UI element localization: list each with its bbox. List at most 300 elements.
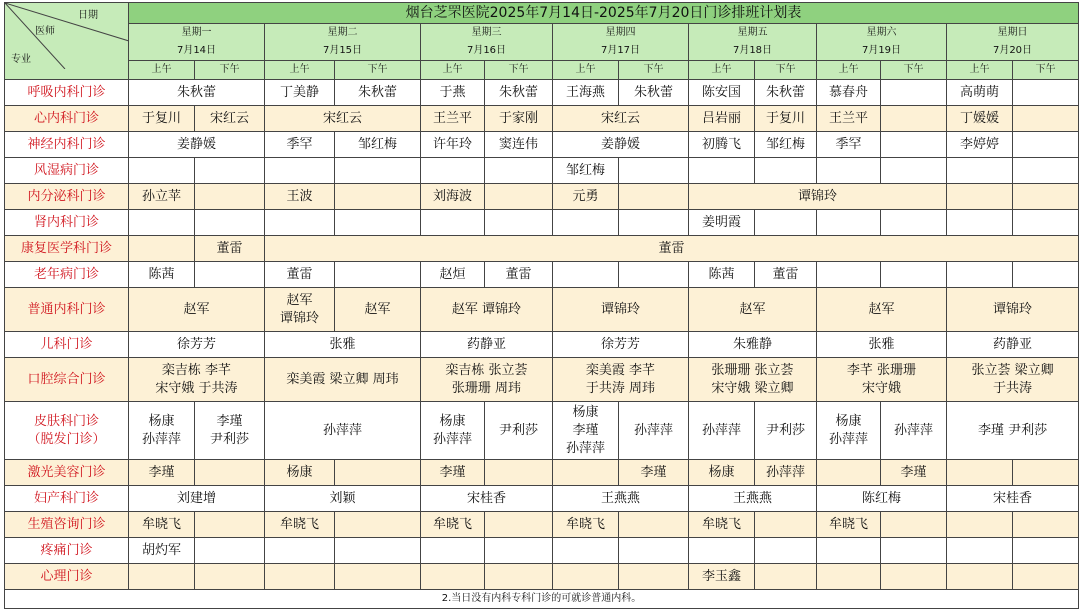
doctor-name: 邹红梅	[357, 136, 397, 152]
schedule-cell	[335, 512, 421, 538]
date-label: 7月16日	[466, 45, 507, 56]
department-row	[5, 538, 1079, 564]
schedule-cell	[689, 132, 755, 158]
doctor-name: 姜静媛	[600, 136, 640, 152]
schedule-cell	[619, 158, 689, 184]
schedule-cell	[755, 512, 817, 538]
doctor-name: 赵烜	[439, 266, 466, 282]
schedule-cell	[881, 210, 947, 236]
doctor-name: 初腾飞	[701, 136, 741, 152]
schedule-cell	[129, 512, 195, 538]
schedule-cell	[689, 106, 755, 132]
schedule-cell	[947, 460, 1013, 486]
schedule-cell	[619, 512, 689, 538]
doctor-name: 于复川	[141, 110, 181, 126]
department-row	[5, 106, 1079, 132]
schedule-cell	[947, 358, 1079, 402]
doctor-name: 徐芳芳	[600, 336, 640, 352]
schedule-cell	[689, 184, 947, 210]
schedule-cell	[485, 512, 553, 538]
schedule-cell	[755, 564, 817, 590]
doctor-name: 刘颖	[329, 490, 356, 506]
schedule-cell	[553, 106, 689, 132]
schedule-cell	[689, 460, 755, 486]
schedule-title: 烟台芝罘医院2025年7月14日-2025年7月20日门诊排班计划表	[129, 3, 1079, 24]
doctor-name: 吕岩丽	[701, 110, 741, 126]
schedule-cell	[421, 512, 485, 538]
schedule-cell	[421, 402, 485, 460]
schedule-cell	[689, 402, 755, 460]
schedule-cell	[265, 402, 421, 460]
schedule-cell	[553, 564, 619, 590]
schedule-cell	[485, 460, 553, 486]
schedule-cell	[619, 402, 689, 460]
doctor-name: 陈茜	[148, 266, 175, 282]
schedule-cell	[689, 262, 755, 288]
department-label: 妇产科门诊	[33, 490, 99, 506]
weekday-label: 星期二	[327, 27, 358, 38]
pm-header: 下午	[335, 61, 421, 80]
schedule-cell	[947, 210, 1013, 236]
doctor-name: 董雷	[216, 240, 243, 256]
schedule-cell	[947, 332, 1079, 358]
doctor-name: 尹利莎	[498, 422, 538, 438]
schedule-cell	[817, 106, 881, 132]
department-row	[5, 564, 1079, 590]
schedule-cell	[129, 486, 265, 512]
schedule-cell	[335, 210, 421, 236]
doctor-name: 朱秋蕾	[176, 84, 216, 100]
schedule-cell	[947, 486, 1079, 512]
doctor-name: 丁美静	[279, 84, 319, 100]
doctor-name: 王燕燕	[600, 490, 640, 506]
department-name	[5, 106, 129, 132]
schedule-cell	[947, 402, 1079, 460]
am-header: 上午	[817, 61, 881, 80]
doctor-name: 朱雅静	[732, 336, 772, 352]
department-row	[5, 210, 1079, 236]
doctor-name: 董雷	[505, 266, 532, 282]
department-row	[5, 262, 1079, 288]
doctor-name: 孙萍萍	[765, 464, 805, 480]
am-header: 上午	[553, 61, 619, 80]
schedule-cell	[421, 288, 553, 332]
doctor-name: 王波	[286, 188, 313, 204]
doctor-name: 谭锦玲	[600, 301, 640, 317]
schedule-cell	[335, 158, 421, 184]
schedule-cell	[689, 358, 817, 402]
schedule-cell	[265, 288, 335, 332]
department-name	[5, 288, 129, 332]
schedule-cell	[817, 262, 881, 288]
doctor-name: 孙萍萍	[893, 422, 933, 438]
doctor-name: 赵军	[364, 301, 391, 317]
schedule-cell	[817, 80, 881, 106]
doctor-name: 赵军	[868, 301, 895, 317]
doctor-name: 孙萍萍	[828, 431, 868, 447]
schedule-cell	[335, 460, 421, 486]
department-row	[5, 288, 1079, 332]
department-row	[5, 184, 1079, 210]
day-header	[947, 24, 1079, 61]
schedule-cell	[195, 158, 265, 184]
doctor-name: 李瑾 尹利莎	[977, 422, 1048, 438]
schedule-cell	[129, 538, 195, 564]
schedule-cell	[817, 132, 881, 158]
schedule-cell	[129, 288, 265, 332]
department-row	[5, 358, 1079, 402]
schedule-cell	[421, 80, 485, 106]
schedule-cell	[881, 538, 947, 564]
doctor-name: 张雅	[329, 336, 356, 352]
schedule-cell	[553, 460, 619, 486]
am-header: 上午	[129, 61, 195, 80]
doctor-name: 许年玲	[432, 136, 472, 152]
doctor-name: 李婷婷	[959, 136, 999, 152]
doctor-name: 胡灼军	[141, 542, 181, 558]
pm-header: 下午	[881, 61, 947, 80]
schedule-cell	[335, 262, 421, 288]
doctor-name: 董雷	[772, 266, 799, 282]
doctor-name: 姜静媛	[176, 136, 216, 152]
schedule-cell	[129, 358, 265, 402]
schedule-cell	[817, 402, 881, 460]
doctor-name: 李芊 张珊珊	[846, 362, 917, 378]
department-label: 康复医学科门诊	[20, 240, 112, 256]
schedule-cell	[947, 564, 1013, 590]
department-label: 呼吸内科门诊	[27, 84, 106, 100]
doctor-name: 栾吉栋 李芊	[161, 362, 232, 378]
schedule-cell	[129, 564, 195, 590]
day-header	[421, 24, 553, 61]
schedule-cell	[485, 210, 553, 236]
doctor-name: 宋桂香	[993, 490, 1033, 506]
doctor-name: 赵军	[183, 301, 210, 317]
schedule-cell	[553, 158, 619, 184]
date-label: 7月20日	[992, 45, 1033, 56]
schedule-cell	[755, 210, 817, 236]
doctor-name: 宋守娥 梁立卿	[711, 380, 794, 396]
schedule-cell	[265, 512, 335, 538]
department-sublabel: （脱发门诊）	[27, 431, 106, 447]
doctor-name: 尹利莎	[765, 422, 805, 438]
schedule-cell	[947, 132, 1013, 158]
schedule-cell	[1013, 460, 1079, 486]
schedule-cell	[265, 132, 335, 158]
schedule-cell	[129, 106, 195, 132]
schedule-cell	[1013, 538, 1079, 564]
department-row	[5, 80, 1079, 106]
doctor-name: 王兰平	[432, 110, 472, 126]
date-label: 7月14日	[176, 45, 217, 56]
schedule-cell	[195, 210, 265, 236]
schedule-cell	[881, 262, 947, 288]
department-label: 生殖咨询门诊	[27, 516, 106, 532]
doctor-name: 王海燕	[565, 84, 605, 100]
doctor-name: 朱秋蕾	[498, 84, 538, 100]
department-name	[5, 358, 129, 402]
schedule-cell	[485, 564, 553, 590]
doctor-name: 张珊珊 张立荟	[711, 362, 794, 378]
doctor-name: 栾吉栋 张立荟	[445, 362, 528, 378]
schedule-cell	[265, 106, 421, 132]
schedule-cell	[947, 158, 1013, 184]
schedule-cell	[195, 262, 265, 288]
doctor-name: 董雷	[286, 266, 313, 282]
doctor-name: 陈茜	[708, 266, 735, 282]
schedule-cell	[421, 158, 485, 184]
doctor-name: 赵军	[739, 301, 766, 317]
doctor-name: 陈红梅	[861, 490, 901, 506]
schedule-cell	[1013, 512, 1079, 538]
schedule-cell	[1013, 132, 1079, 158]
department-name	[5, 262, 129, 288]
schedule-cell	[265, 564, 335, 590]
doctor-name: 谭锦玲	[797, 188, 837, 204]
schedule-cell	[421, 486, 553, 512]
schedule-cell	[817, 512, 881, 538]
schedule-cell	[553, 486, 689, 512]
schedule-cell	[817, 158, 881, 184]
schedule-cell	[265, 538, 335, 564]
schedule-cell	[689, 486, 817, 512]
corner-date-label: 日期	[78, 10, 98, 21]
schedule-cell	[195, 106, 265, 132]
pm-header: 下午	[619, 61, 689, 80]
department-name	[5, 486, 129, 512]
schedule-cell	[553, 210, 619, 236]
weekday-label: 星期三	[471, 27, 502, 38]
schedule-cell	[817, 332, 947, 358]
schedule-cell	[817, 358, 947, 402]
doctor-name: 元勇	[572, 188, 599, 204]
department-row	[5, 132, 1079, 158]
schedule-cell	[553, 184, 619, 210]
department-row	[5, 158, 1079, 184]
schedule-cell	[421, 106, 485, 132]
schedule-cell	[195, 564, 265, 590]
schedule-cell	[881, 564, 947, 590]
schedule-cell	[619, 80, 689, 106]
schedule-cell	[485, 184, 553, 210]
doctor-name: 李玉鑫	[701, 568, 741, 584]
schedule-cell	[619, 262, 689, 288]
schedule-cell	[129, 236, 195, 262]
department-row	[5, 512, 1079, 538]
weekday-label: 星期五	[737, 27, 768, 38]
schedule-cell	[947, 262, 1013, 288]
schedule-cell	[755, 402, 817, 460]
schedule-cell	[485, 158, 553, 184]
schedule-cell	[265, 158, 335, 184]
date-label: 7月15日	[322, 45, 363, 56]
schedule-cell	[421, 460, 485, 486]
schedule-cell	[485, 262, 553, 288]
corner-doctor-label: 医师	[35, 26, 55, 37]
schedule-cell	[817, 486, 947, 512]
department-name	[5, 236, 129, 262]
schedule-cell	[1013, 158, 1079, 184]
doctor-name: 于复川	[765, 110, 805, 126]
department-label: 心理门诊	[40, 568, 93, 584]
doctor-name: 于共涛 周玮	[585, 380, 656, 396]
doctor-name: 杨康	[835, 413, 862, 429]
schedule-cell	[755, 538, 817, 564]
schedule-cell	[129, 184, 195, 210]
day-header	[817, 24, 947, 61]
schedule-cell	[619, 184, 689, 210]
schedule-cell	[129, 262, 195, 288]
schedule-cell	[129, 80, 265, 106]
schedule-cell	[881, 80, 947, 106]
schedule-cell	[421, 132, 485, 158]
date-label: 7月17日	[600, 45, 641, 56]
doctor-name: 高萌萌	[959, 84, 999, 100]
am-header: 上午	[421, 61, 485, 80]
note-row	[5, 590, 1079, 609]
schedule-cell	[689, 210, 755, 236]
schedule-cell	[195, 512, 265, 538]
schedule-cell	[881, 158, 947, 184]
pm-header: 下午	[485, 61, 553, 80]
schedule-cell	[1013, 184, 1079, 210]
schedule-cell	[881, 106, 947, 132]
schedule-table	[4, 2, 1079, 609]
schedule-cell	[1013, 106, 1079, 132]
day-header	[129, 24, 265, 61]
doctor-name: 张珊珊 周玮	[451, 380, 522, 396]
schedule-cell	[553, 132, 689, 158]
schedule-cell	[485, 106, 553, 132]
schedule-cell	[265, 262, 335, 288]
doctor-name: 邹红梅	[565, 162, 605, 178]
doctor-name: 慕春舟	[828, 84, 868, 100]
doctor-name: 孙萍萍	[141, 431, 181, 447]
doctor-name: 牟晓飞	[432, 516, 472, 532]
doctor-name: 季罕	[835, 136, 862, 152]
am-header: 上午	[265, 61, 335, 80]
schedule-cell	[619, 538, 689, 564]
schedule-cell	[335, 288, 421, 332]
doctor-name: 孙萍萍	[633, 422, 673, 438]
schedule-cell	[129, 402, 195, 460]
schedule-cell	[553, 332, 689, 358]
department-name	[5, 564, 129, 590]
schedule-cell	[881, 512, 947, 538]
am-header: 上午	[947, 61, 1013, 80]
schedule-cell	[619, 460, 689, 486]
doctor-name: 牟晓飞	[701, 516, 741, 532]
schedule-cell	[755, 158, 817, 184]
department-label: 心内科门诊	[33, 110, 99, 126]
date-label: 7月19日	[861, 45, 902, 56]
schedule-cell	[1013, 80, 1079, 106]
department-label: 风湿病门诊	[33, 162, 99, 178]
schedule-cell	[421, 332, 553, 358]
schedule-cell	[947, 512, 1013, 538]
schedule-cell	[689, 538, 755, 564]
doctor-name: 孙萍萍	[322, 422, 362, 438]
schedule-cell	[817, 288, 947, 332]
doctor-name: 李瑾	[640, 464, 667, 480]
department-row	[5, 486, 1079, 512]
corner-specialty-label: 专业	[11, 54, 31, 65]
schedule-cell	[129, 132, 265, 158]
schedule-cell	[335, 564, 421, 590]
corner-cell	[5, 3, 129, 80]
department-name	[5, 80, 129, 106]
doctor-name: 张雅	[868, 336, 895, 352]
date-label: 7月18日	[732, 45, 773, 56]
schedule-cell	[195, 402, 265, 460]
doctor-name: 窦连伟	[498, 136, 538, 152]
doctor-name: 朱秋蕾	[765, 84, 805, 100]
doctor-name: 杨康	[148, 413, 175, 429]
department-label: 内分泌科门诊	[27, 188, 106, 204]
schedule-cell	[335, 80, 421, 106]
department-row	[5, 236, 1079, 262]
department-name	[5, 512, 129, 538]
doctor-name: 牟晓飞	[141, 516, 181, 532]
department-label: 老年病门诊	[33, 266, 99, 282]
weekday-label: 星期四	[605, 27, 636, 38]
schedule-cell	[265, 332, 421, 358]
schedule-cell	[1013, 210, 1079, 236]
schedule-cell	[335, 538, 421, 564]
doctor-name: 于共涛	[993, 380, 1033, 396]
doctor-name: 宋守娥 于共涛	[155, 380, 238, 396]
doctor-name: 徐芳芳	[176, 336, 216, 352]
department-name	[5, 538, 129, 564]
schedule-cell	[485, 80, 553, 106]
department-label: 激光美容门诊	[27, 464, 106, 480]
doctor-name: 刘建增	[176, 490, 216, 506]
schedule-cell	[195, 184, 265, 210]
schedule-cell	[817, 538, 881, 564]
schedule-cell	[553, 358, 689, 402]
doctor-name: 李瑾	[900, 464, 927, 480]
schedule-cell	[947, 80, 1013, 106]
schedule-cell	[265, 236, 1079, 262]
doctor-name: 姜明霞	[701, 214, 741, 230]
schedule-cell	[553, 402, 619, 460]
pm-header: 下午	[755, 61, 817, 80]
schedule-cell	[421, 564, 485, 590]
doctor-name: 宋红云	[322, 110, 362, 126]
department-label: 肾内科门诊	[33, 214, 99, 230]
schedule-cell	[755, 262, 817, 288]
schedule-cell	[421, 262, 485, 288]
schedule-cell	[421, 358, 553, 402]
department-name	[5, 460, 129, 486]
doctor-name: 尹利莎	[209, 431, 249, 447]
doctor-name: 李瑾	[439, 464, 466, 480]
doctor-name: 药静亚	[993, 336, 1033, 352]
doctor-name: 谭锦玲	[993, 301, 1033, 317]
doctor-name: 刘海波	[432, 188, 472, 204]
schedule-cell	[553, 262, 619, 288]
doctor-name: 宋红云	[209, 110, 249, 126]
department-name	[5, 210, 129, 236]
schedule-cell	[817, 210, 881, 236]
schedule-cell	[553, 80, 619, 106]
schedule-cell	[947, 288, 1079, 332]
pm-header: 下午	[1013, 61, 1079, 80]
footnote: 2.当日没有内科专科门诊的可就诊普通内科。	[5, 590, 1079, 609]
schedule-cell	[265, 80, 335, 106]
schedule-cell	[553, 512, 619, 538]
schedule-cell	[689, 512, 755, 538]
